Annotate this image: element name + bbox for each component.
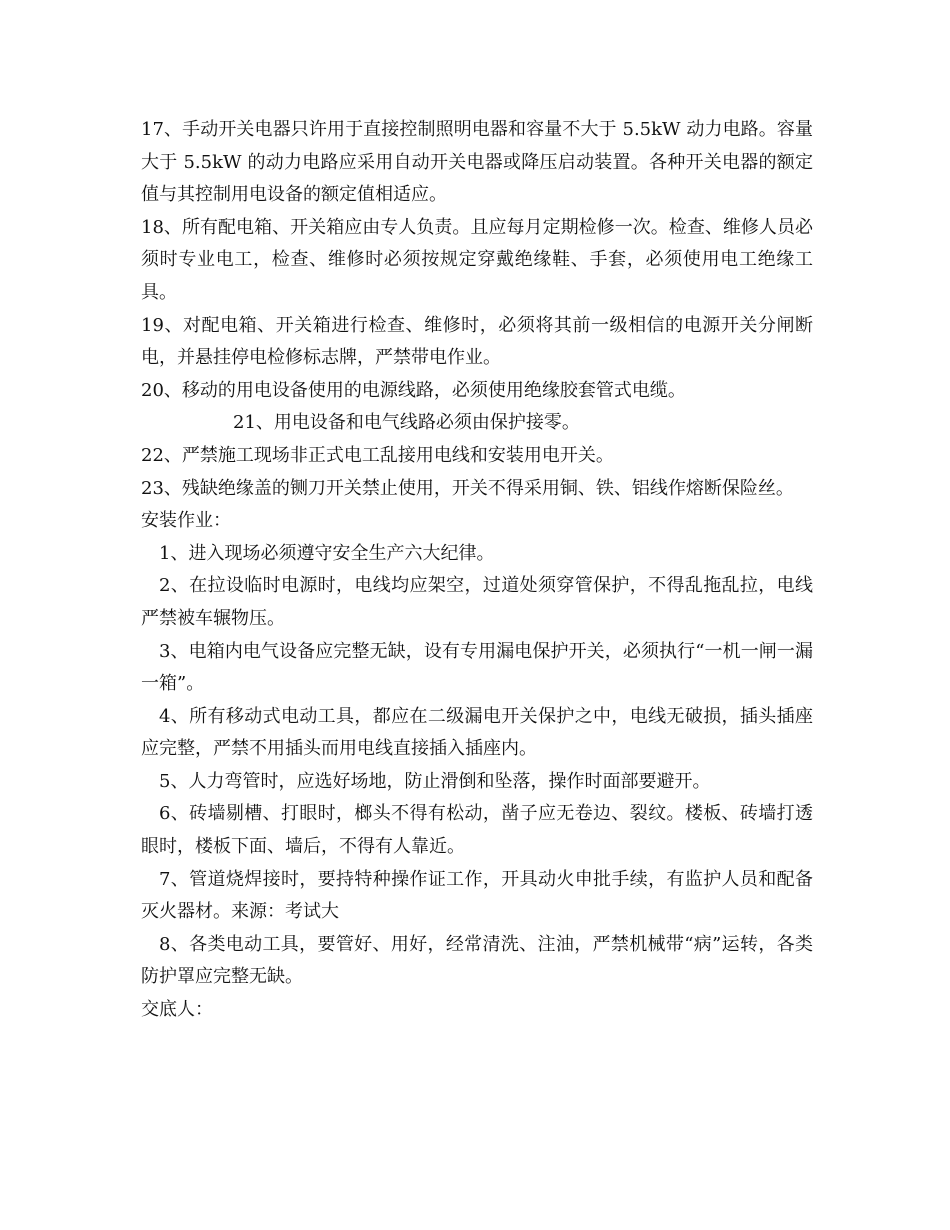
paragraph-19-inspection: 19、对配电箱、开关箱进行检查、维修时，必须将其前一级相信的电源开关分闸断电，并悬挂停电检修标志牌，严禁带电作业。 bbox=[141, 314, 813, 369]
paragraph-20-mobile-cable: 20、移动的用电设备使用的电源线路，必须使用绝缘胶套管式电缆。 bbox=[141, 379, 686, 401]
paragraph-21-protective-zero: 21、用电设备和电气线路必须由保护接零。 bbox=[233, 412, 580, 434]
list-item-1: 1、进入现场必须遵守安全生产六大纪律。 bbox=[159, 542, 495, 564]
list-item-7: 7、管道烧焊接时，要持特种操作证工作，开具动火申批手续，有监护人员和配备灭火器材。来源：考试大 bbox=[141, 868, 813, 923]
list-item-6: 6、砖墙剔槽、打眼时，榔头不得有松动，凿子应无卷边、裂纹。楼板、砖墙打透眼时，楼板下面、墙后，不得有人靠近。 bbox=[141, 803, 813, 858]
list-item-4: 4、所有移动式电动工具，都应在二级漏电开关保护之中，电线无破损，插头插座应完整，严禁不用插头而用电线直接插入插座内。 bbox=[141, 705, 813, 760]
document-body bbox=[141, 114, 813, 1027]
paragraph-22-unauthorized: 22、严禁施工现场非正式电工乱接用电线和安装用电开关。 bbox=[141, 444, 614, 466]
list-item-3: 3、电箱内电气设备应完整无缺，设有专用漏电保护开关，必须执行“一机一闸一漏一箱”。 bbox=[141, 640, 813, 695]
section-heading-installation: 安装作业： bbox=[141, 510, 231, 532]
paragraph-18-distribution-box: 18、所有配电箱、开关箱应由专人负责。且应每月定期检修一次。检查、维修人员必须时专业电工，检查、维修时必须按规定穿戴绝缘鞋、手套，必须使用电工绝缘工具。 bbox=[141, 216, 813, 303]
list-item-5: 5、人力弯管时，应选好场地，防止滑倒和坠落，操作时面部要避开。 bbox=[159, 770, 711, 792]
paragraph-17-manual-switch: 17、手动开关电器只许用于直接控制照明电器和容量不大于 5.5kW 动力电路。容量大于 5.5kW 的动力电路应采用自动开关电器或降压启动装置。各种开关电器的额定值与其控制用电设备的额定值相适应。 bbox=[141, 119, 813, 206]
list-item-2: 2、在拉设临时电源时，电线均应架空，过道处须穿管保护，不得乱拖乱拉，电线严禁被车辗物压。 bbox=[141, 575, 813, 629]
list-item-8: 8、各类电动工具，要管好、用好，经常清洗、注油，严禁机械带“病”运转，各类防护罩应完整无缺。 bbox=[141, 933, 813, 988]
paragraph-23-knife-switch: 23、残缺绝缘盖的铡刀开关禁止使用，开关不得采用铜、铁、铝线作熔断保险丝。 bbox=[141, 477, 794, 499]
signature-line: 交底人： bbox=[141, 999, 213, 1021]
